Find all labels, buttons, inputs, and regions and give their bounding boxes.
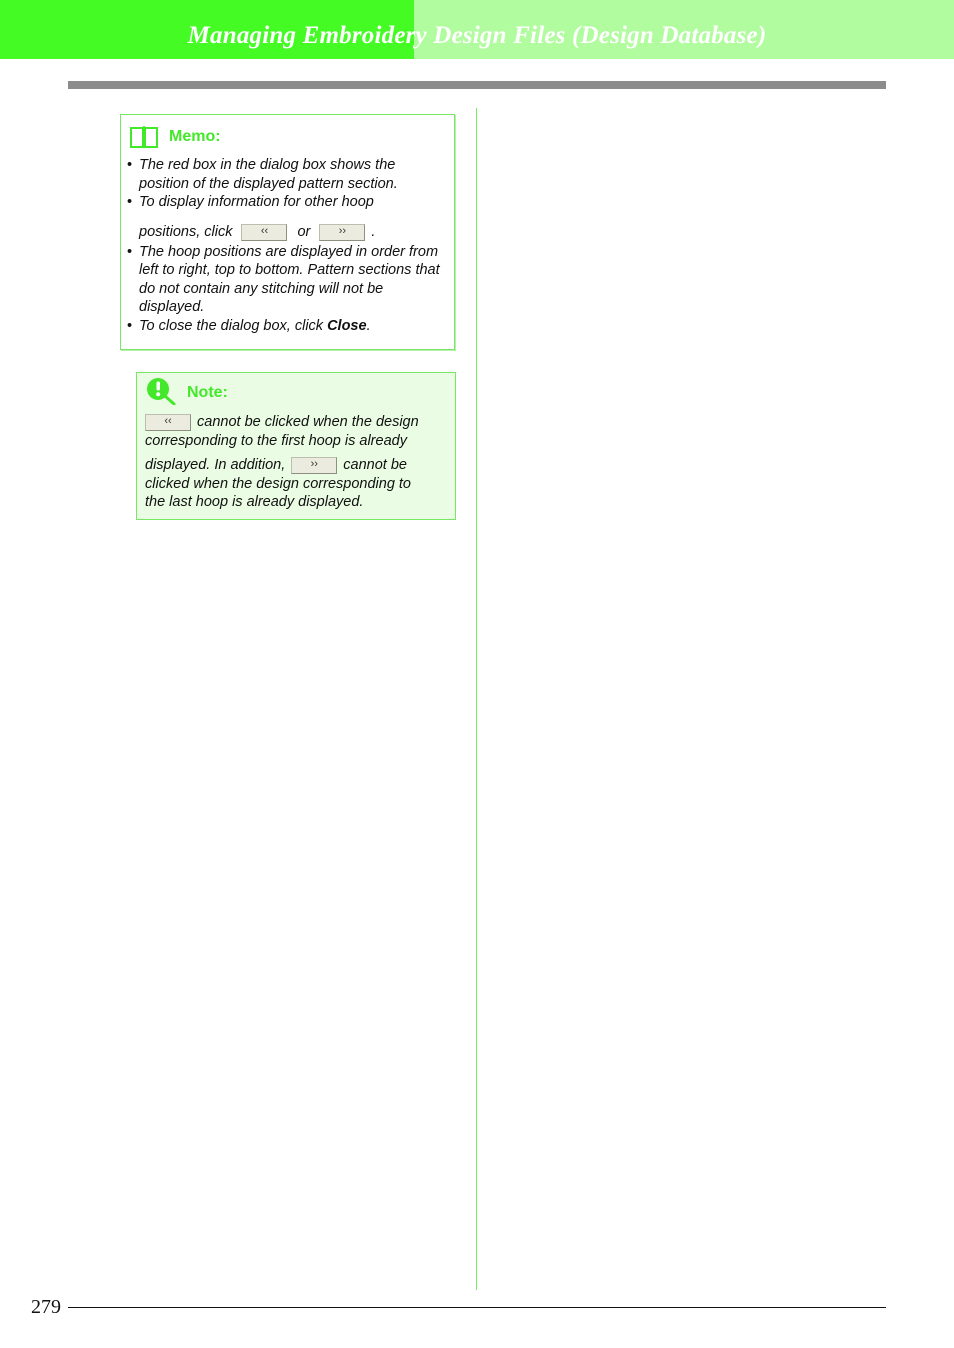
memo-bullet-red-box: • The red box in the dialog box shows the position of the displayed pattern section. <box>127 156 449 193</box>
note-line2: corresponding to the first hoop is already <box>145 432 407 449</box>
memo-button-row <box>139 222 449 243</box>
note-body <box>145 413 450 512</box>
note-line3-post: cannot be <box>343 457 407 473</box>
note-header <box>145 379 228 407</box>
note-line3-pre: displayed. In addition, <box>145 457 286 473</box>
note-title: Note: <box>187 384 228 401</box>
memo-bullet-hoop-order: • The hoop positions are displayed in order from left to right, top to bottom. Pattern sections that do not contain any stitching will not be displayed. <box>127 243 449 317</box>
next-hoop-button[interactable]: ›› <box>319 224 365 241</box>
header-title: Managing Embroidery Design Files (Design Database) <box>187 22 767 49</box>
memo-bullet2-line1: To display information for other hoop <box>139 194 374 210</box>
note-line5: the last hoop is already displayed. <box>145 494 364 510</box>
memo-box <box>120 114 455 350</box>
prev-hoop-button-note[interactable]: ‹‹ <box>145 414 191 431</box>
page-header <box>0 0 954 59</box>
exclamation-icon <box>145 377 177 410</box>
next-hoop-button-note[interactable]: ›› <box>291 457 337 474</box>
column-divider <box>476 108 477 1290</box>
memo-bullet2-pre: positions, click <box>139 223 233 240</box>
memo-bullet4-post: . <box>366 317 371 334</box>
note-line4: clicked when the design corresponding to <box>145 475 411 492</box>
book-icon <box>129 124 159 150</box>
memo-bullet4-pre: To close the dialog box, click <box>139 317 328 334</box>
top-rule <box>68 81 886 89</box>
close-label: Close <box>327 317 367 334</box>
memo-bullet2-or: or <box>297 223 311 240</box>
memo-bullet-close <box>127 317 449 336</box>
memo-header <box>129 123 221 151</box>
bottom-rule <box>68 1307 886 1308</box>
memo-bullet-other-hoop <box>127 193 449 243</box>
note-line3 <box>145 456 450 475</box>
note-line1-text: cannot be clicked when the design <box>197 414 419 430</box>
memo-list <box>127 156 449 335</box>
memo-bullet2-post: . <box>371 223 376 240</box>
prev-hoop-button[interactable]: ‹‹ <box>241 224 287 241</box>
note-line1 <box>145 413 450 432</box>
memo-title: Memo: <box>169 128 221 145</box>
page-number: 279 <box>31 1296 61 1318</box>
note-box <box>136 372 456 520</box>
